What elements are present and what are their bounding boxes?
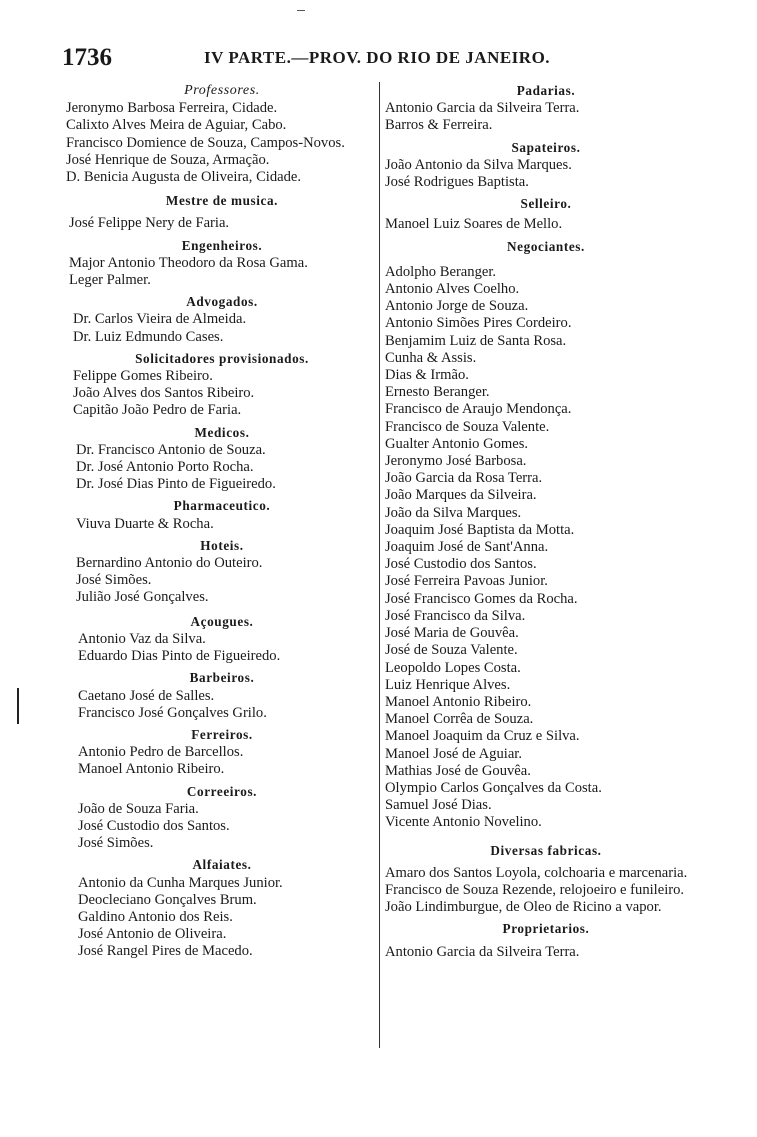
right-column [385, 82, 707, 961]
list-item: Dr. José Dias Pinto de Figueiredo. [76, 476, 276, 493]
list-item: Antonio Jorge de Souza. [385, 298, 529, 315]
list-item: Dr. Luiz Edmundo Cases. [73, 328, 224, 345]
entry-list [66, 875, 378, 961]
list-item: José Simões. [76, 572, 152, 589]
list-item: Amaro dos Santos Loyola, colchoaria e marcenaria. [385, 864, 688, 881]
list-item: José Maria de Gouvêa. [385, 625, 519, 642]
section-proprietarios [385, 920, 707, 960]
list-item: Dr. José Antonio Porto Rocha. [76, 459, 254, 476]
list-item: Caetano José de Salles. [78, 687, 215, 704]
list-item: Manoel José de Aguiar. [385, 745, 522, 762]
list-item: Adolpho Beranger. [385, 263, 497, 280]
list-item: João Garcia da Rosa Terra. [385, 470, 543, 487]
list-item: Francisco de Souza Valente. [385, 418, 550, 435]
section-negociantes [385, 238, 707, 832]
list-item: Mathias José de Gouvêa. [385, 762, 531, 779]
list-item: José Henrique de Souza, Armação. [66, 151, 270, 168]
list-item: Francisco José Gonçalves Grilo. [78, 704, 267, 721]
entry-list [385, 100, 707, 134]
list-item: Vicente Antonio Novelino. [385, 814, 542, 831]
section-diversas-fabricas [385, 842, 707, 917]
list-item: Dias & Irmão. [385, 367, 469, 384]
list-item: Olympio Carlos Gonçalves da Costa. [385, 779, 602, 796]
section-acougues [66, 613, 378, 666]
entry-list [385, 157, 707, 191]
list-item: Antonio Garcia da Silveira Terra. [385, 100, 580, 117]
entry-list [66, 631, 378, 665]
list-item: José Rodrigues Baptista. [385, 174, 529, 191]
section-heading: Proprietarios. [502, 921, 590, 937]
list-item: Viuva Duarte & Rocha. [76, 515, 214, 532]
section-heading: Advogados. [186, 294, 258, 310]
left-column [66, 82, 378, 961]
list-item: Barros & Ferreira. [385, 117, 493, 134]
list-item: João da Silva Marques. [385, 504, 522, 521]
section-advogados [66, 293, 378, 346]
list-item: Antonio Pedro de Barcellos. [78, 744, 244, 761]
top-print-mark [297, 10, 305, 11]
section-engenheiros [66, 237, 378, 290]
list-item: José Simões. [78, 835, 154, 852]
section-heading: Negociantes. [507, 238, 585, 254]
entry-list [66, 255, 378, 289]
list-item: Joaquim José de Sant'Anna. [385, 539, 549, 556]
list-item: Dr. Carlos Vieira de Almeida. [73, 311, 247, 328]
entry-list [66, 801, 378, 853]
list-item: Francisco de Souza Rezende, relojoeiro e funileiro. [385, 881, 685, 898]
section-heading: Selleiro. [520, 196, 572, 212]
section-selleiro [385, 195, 707, 233]
list-item: Galdino Antonio dos Reis. [78, 908, 233, 925]
list-item: Calixto Alves Meira de Aguiar, Cabo. [66, 117, 287, 134]
list-item: Manoel Antonio Ribeiro. [385, 693, 532, 710]
section-heading: Medicos. [194, 424, 250, 440]
section-heading: Correeiros. [186, 783, 258, 799]
list-item: Joaquim José Baptista da Motta. [385, 521, 575, 538]
section-heading: Pharmaceutico. [173, 498, 271, 514]
section-heading: Hoteis. [200, 537, 244, 553]
column-divider [379, 82, 380, 1048]
list-item: José Rangel Pires de Macedo. [78, 943, 253, 960]
entry-list [385, 264, 707, 832]
list-item: João de Souza Faria. [78, 800, 199, 817]
section-professores [66, 82, 378, 186]
entry-list [66, 555, 378, 607]
list-item: José Custodio dos Santos. [78, 817, 230, 834]
list-item: Luiz Henrique Alves. [385, 676, 511, 693]
section-heading: Açougues. [190, 613, 254, 629]
list-item: Samuel José Dias. [385, 797, 492, 814]
entry-list [66, 311, 378, 345]
section-correeiros [66, 783, 378, 853]
section-mestre-de-musica [66, 192, 378, 232]
list-item: D. Benicia Augusta de Oliveira, Cidade. [66, 169, 302, 186]
section-heading: Sapateiros. [511, 139, 581, 155]
page-header [62, 44, 702, 74]
section-ferreiros [66, 726, 378, 779]
entry-list [385, 944, 707, 961]
list-item: Antonio Alves Coelho. [385, 281, 520, 298]
list-item: João Alves dos Santos Ribeiro. [73, 385, 255, 402]
list-item: João Marques da Silveira. [385, 487, 537, 504]
running-head: IV PARTE.—PROV. DO RIO DE JANEIRO. [204, 48, 551, 67]
list-item: José Ferreira Pavoas Junior. [385, 573, 548, 590]
list-item: Felippe Gomes Ribeiro. [73, 368, 213, 385]
section-barbeiros [66, 669, 378, 722]
list-item: Antonio da Cunha Marques Junior. [78, 874, 283, 891]
entry-list [66, 368, 378, 420]
list-item: Francisco Domience de Souza, Campos-Novos. [66, 134, 345, 151]
list-item: José de Souza Valente. [385, 642, 518, 659]
list-item: José Felippe Nery de Faria. [69, 215, 230, 232]
list-item: Ernesto Beranger. [385, 384, 490, 401]
list-item: Leopoldo Lopes Costa. [385, 659, 521, 676]
section-heading: Mestre de musica. [165, 193, 279, 209]
list-item: Cunha & Assis. [385, 349, 477, 366]
section-heading: Professores. [184, 83, 260, 98]
entry-list [385, 216, 707, 233]
section-heading: Alfaiates. [192, 857, 252, 873]
section-heading: Ferreiros. [191, 726, 253, 742]
list-item: Manoel Corrêa de Souza. [385, 711, 534, 728]
entry-list [66, 516, 378, 533]
section-heading: Solicitadores provisionados. [135, 350, 309, 366]
list-item: Gualter Antonio Gomes. [385, 435, 529, 452]
entry-list [66, 744, 378, 778]
list-item: Antonio Simões Pires Cordeiro. [385, 315, 572, 332]
list-item: Eduardo Dias Pinto de Figueiredo. [78, 648, 281, 665]
entry-list [66, 442, 378, 494]
section-alfaiates [66, 856, 378, 960]
list-item: José Custodio dos Santos. [385, 556, 537, 573]
entry-list [66, 100, 378, 186]
list-item: Antonio Vaz da Silva. [78, 630, 206, 647]
page-number: 1736 [62, 44, 112, 71]
list-item: Antonio Garcia da Silveira Terra. [385, 943, 580, 960]
list-item: Julião José Gonçalves. [76, 589, 209, 606]
list-item: Benjamim Luiz de Santa Rosa. [385, 332, 567, 349]
list-item: José Antonio de Oliveira. [78, 926, 227, 943]
section-heading: Diversas fabricas. [490, 842, 602, 858]
list-item: Jeronymo Barbosa Ferreira, Cidade. [66, 100, 278, 117]
section-heading: Barbeiros. [189, 670, 255, 686]
list-item: Manoel Joaquim da Cruz e Silva. [385, 728, 580, 745]
list-item: Deocleciano Gonçalves Brum. [78, 891, 257, 908]
entry-list [385, 865, 707, 917]
section-heading: Padarias. [516, 83, 576, 98]
list-item: João Lindimburgue, de Oleo de Ricino a vapor. [385, 899, 662, 916]
list-item: José Francisco da Silva. [385, 607, 526, 624]
section-hoteis [66, 537, 378, 607]
section-medicos [66, 424, 378, 494]
list-item: José Francisco Gomes da Rocha. [385, 590, 578, 607]
section-heading: Engenheiros. [181, 237, 263, 253]
list-item: Bernardino Antonio do Outeiro. [76, 555, 263, 572]
list-item: Leger Palmer. [69, 272, 151, 289]
entry-list [66, 688, 378, 722]
list-item: João Antonio da Silva Marques. [385, 156, 572, 173]
section-padarias [385, 82, 707, 135]
list-item: Francisco de Araujo Mendonça. [385, 401, 572, 418]
section-pharmaceutico [66, 497, 378, 532]
list-item: Major Antonio Theodoro da Rosa Gama. [69, 254, 308, 271]
section-sapateiros [385, 139, 707, 192]
margin-mark [17, 688, 19, 724]
section-solicitadores [66, 350, 378, 420]
list-item: Dr. Francisco Antonio de Souza. [76, 441, 266, 458]
list-item: Capitão João Pedro de Faria. [73, 402, 242, 419]
entry-list [66, 215, 378, 232]
list-item: Manoel Luiz Soares de Mello. [385, 216, 563, 233]
list-item: Manoel Antonio Ribeiro. [78, 761, 225, 778]
list-item: Jeronymo José Barbosa. [385, 453, 527, 470]
